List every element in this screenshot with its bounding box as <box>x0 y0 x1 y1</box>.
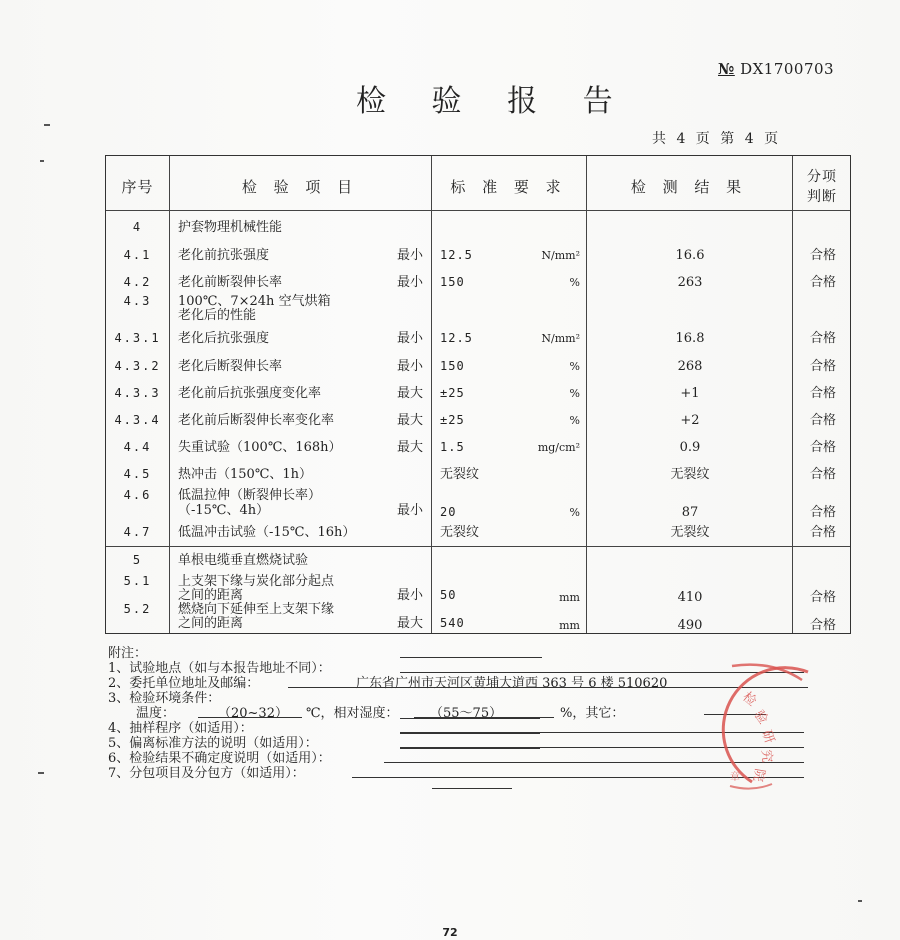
row-judgement: 合格 <box>809 618 836 633</box>
svg-text:验: 验 <box>750 707 771 727</box>
notes-heading: 附注： <box>108 646 148 661</box>
row-item-line2: （-15℃、4h） <box>178 503 270 518</box>
row-no: 4.6 <box>123 488 152 502</box>
row-standard-value: 1.5 <box>440 440 465 454</box>
row-no: 4.3.2 <box>114 359 161 373</box>
page-number: 72 <box>442 926 458 939</box>
row-item: 燃烧向下延伸至上支架下缘 <box>178 602 335 617</box>
note-1-blank <box>400 657 542 658</box>
row-unit: mm <box>559 619 580 632</box>
row-judgement: 合格 <box>809 331 836 346</box>
row-no: 4.5 <box>123 467 152 481</box>
row-item: 低温拉伸（断裂伸长率） <box>178 488 322 503</box>
row-no: 4.2 <box>123 275 152 289</box>
row-qualifier: 最大 <box>396 440 423 455</box>
row-no: 5.1 <box>123 574 152 588</box>
row-item: 低温冲击试验（-15℃、16h） <box>178 525 356 540</box>
header-result: 检 测 结 果 <box>630 178 748 196</box>
row-item: 上支架下缘与炭化部分起点 <box>178 574 335 589</box>
row-unit: mg/cm² <box>537 441 580 454</box>
inspection-table <box>105 155 851 634</box>
row-unit: % <box>569 414 580 427</box>
header-standard: 标 准 要 求 <box>450 178 567 196</box>
svg-text:究: 究 <box>758 749 775 764</box>
row-standard-value: 20 <box>440 505 457 519</box>
row-unit: N/mm² <box>541 249 580 262</box>
row-result: 0.9 <box>679 440 701 455</box>
row-qualifier: 最小 <box>396 359 423 374</box>
svg-text:检: 检 <box>739 689 760 710</box>
note-5-blank <box>400 733 540 734</box>
row-standard-value: 150 <box>440 275 465 289</box>
scan-speck <box>40 160 44 162</box>
row-judgement: 合格 <box>809 505 836 520</box>
row-no: 5 <box>132 553 143 567</box>
row-qualifier: 最大 <box>396 386 423 401</box>
closing-line <box>432 788 512 789</box>
row-item: 100℃、7×24h 空气烘箱 <box>178 294 331 309</box>
table-divider <box>431 156 432 633</box>
header-judgement-line1: 分项 <box>807 169 837 185</box>
row-item: 老化前抗张强度 <box>178 248 270 263</box>
row-judgement: 合格 <box>809 386 836 401</box>
note-4-label: 4、抽样程序（如适用）： <box>108 721 253 736</box>
row-judgement: 合格 <box>809 413 836 428</box>
row-result: 无裂纹 <box>670 525 710 540</box>
row-item: 老化后抗张强度 <box>178 331 270 346</box>
row-no: 4.3.1 <box>114 331 161 345</box>
row-judgement: 合格 <box>809 248 836 263</box>
humidity-unit: %，其它： <box>560 706 625 721</box>
note-1-label: 1、试验地点（如与本报告地址不同）： <box>108 661 331 676</box>
header-item: 检 验 项 目 <box>241 178 359 196</box>
note-7-label: 7、分包项目及分包方（如适用）： <box>108 766 305 781</box>
row-unit: N/mm² <box>541 332 580 345</box>
page-title: 检 验 报 告 <box>356 84 631 119</box>
report-number <box>718 60 834 78</box>
note-2-label: 2、委托单位地址及邮编： <box>108 676 260 691</box>
temp-underline <box>198 717 302 718</box>
note-2-value: 广东省广州市天河区黄埔大道西 363 号 6 楼 510620 <box>356 676 668 691</box>
temp-value: （20~32） <box>218 706 288 721</box>
note-5-label: 5、偏离标准方法的说明（如适用）： <box>108 736 318 751</box>
note-4-blank <box>400 718 540 719</box>
row-standard-value: 150 <box>440 359 465 373</box>
header-judgement <box>792 166 852 206</box>
row-qualifier: 最小 <box>396 331 423 346</box>
header-seq: 序号 <box>121 178 154 196</box>
row-unit: % <box>569 506 580 519</box>
row-judgement: 合格 <box>809 525 836 540</box>
svg-text:院: 院 <box>749 767 767 783</box>
scan-speck <box>38 772 44 774</box>
row-qualifier: 最大 <box>396 616 423 631</box>
row-result: 无裂纹 <box>670 467 710 482</box>
note-6-label: 6、检验结果不确定度说明（如适用）： <box>108 751 331 766</box>
row-result: 16.8 <box>675 331 705 346</box>
row-standard-value: 12.5 <box>440 331 473 345</box>
row-item: 老化前后断裂伸长率变化率 <box>178 413 335 428</box>
row-judgement: 合格 <box>809 275 836 290</box>
row-standard-value: 12.5 <box>440 248 473 262</box>
report-number-value: DX1700703 <box>740 60 835 78</box>
row-item: 护套物理机械性能 <box>178 220 283 235</box>
row-standard-value: ±25 <box>440 413 465 427</box>
svg-text:章: 章 <box>730 772 740 783</box>
temp-label: 温度： <box>136 706 176 721</box>
row-result: 490 <box>677 618 703 633</box>
row-result: 87 <box>681 505 699 520</box>
official-seal-stamp <box>712 662 828 792</box>
row-judgement: 合格 <box>809 467 836 482</box>
row-item-line2: 之间的距离 <box>178 588 244 603</box>
row-qualifier: 最小 <box>396 503 423 518</box>
row-item: 老化前后抗张强度变化率 <box>178 386 322 401</box>
row-item: 失重试验（100℃、168h） <box>178 440 342 455</box>
table-divider <box>106 546 850 547</box>
row-no: 4.3 <box>123 294 152 308</box>
row-standard-value: ±25 <box>440 386 465 400</box>
row-item: 老化后断裂伸长率 <box>178 359 283 374</box>
row-result: 410 <box>677 590 703 605</box>
row-no: 4.7 <box>123 525 152 539</box>
table-divider <box>106 210 850 211</box>
row-result: +1 <box>680 386 700 401</box>
row-qualifier: 最大 <box>396 413 423 428</box>
row-item: 热冲击（150℃、1h） <box>178 467 312 482</box>
svg-text:研: 研 <box>758 728 777 746</box>
row-unit: mm <box>559 591 580 604</box>
row-qualifier: 最小 <box>396 588 423 603</box>
row-no: 4.1 <box>123 248 152 262</box>
row-no: 4.3.3 <box>114 386 161 400</box>
humidity-value: （55～75） <box>430 706 503 721</box>
row-judgement: 合格 <box>809 440 836 455</box>
header-judgement-line2: 判断 <box>807 189 837 205</box>
row-standard-value: 540 <box>440 616 465 630</box>
scan-speck <box>44 124 50 126</box>
row-qualifier: 最小 <box>396 275 423 290</box>
report-number-mark: № <box>718 60 735 78</box>
row-item-line2: 之间的距离 <box>178 616 244 631</box>
temp-unit: ℃，相对湿度： <box>306 706 399 721</box>
row-no: 4 <box>132 220 143 234</box>
row-standard-value: 无裂纹 <box>440 525 480 540</box>
row-result: 268 <box>677 359 703 374</box>
row-item-line2: 老化后的性能 <box>178 308 257 323</box>
row-item: 老化前断裂伸长率 <box>178 275 283 290</box>
row-judgement: 合格 <box>809 590 836 605</box>
row-standard-value: 无裂纹 <box>440 467 480 482</box>
row-result: 263 <box>677 275 703 290</box>
row-result: +2 <box>680 413 700 428</box>
page-count: 共 4 页 第 4 页 <box>652 131 782 147</box>
note-3: 3、检验环境条件： <box>108 691 221 706</box>
row-no: 5.2 <box>123 602 152 616</box>
row-judgement: 合格 <box>809 359 836 374</box>
row-standard-value: 50 <box>440 588 457 602</box>
row-item: 单根电缆垂直燃烧试验 <box>178 553 309 568</box>
note-6-blank <box>400 748 540 749</box>
row-unit: % <box>569 276 580 289</box>
row-unit: % <box>569 360 580 373</box>
row-no: 4.4 <box>123 440 152 454</box>
row-no: 4.3.4 <box>114 413 161 427</box>
row-unit: % <box>569 387 580 400</box>
row-qualifier: 最小 <box>396 248 423 263</box>
row-result: 16.6 <box>675 248 705 263</box>
table-divider <box>169 156 170 633</box>
scan-speck <box>858 900 862 902</box>
